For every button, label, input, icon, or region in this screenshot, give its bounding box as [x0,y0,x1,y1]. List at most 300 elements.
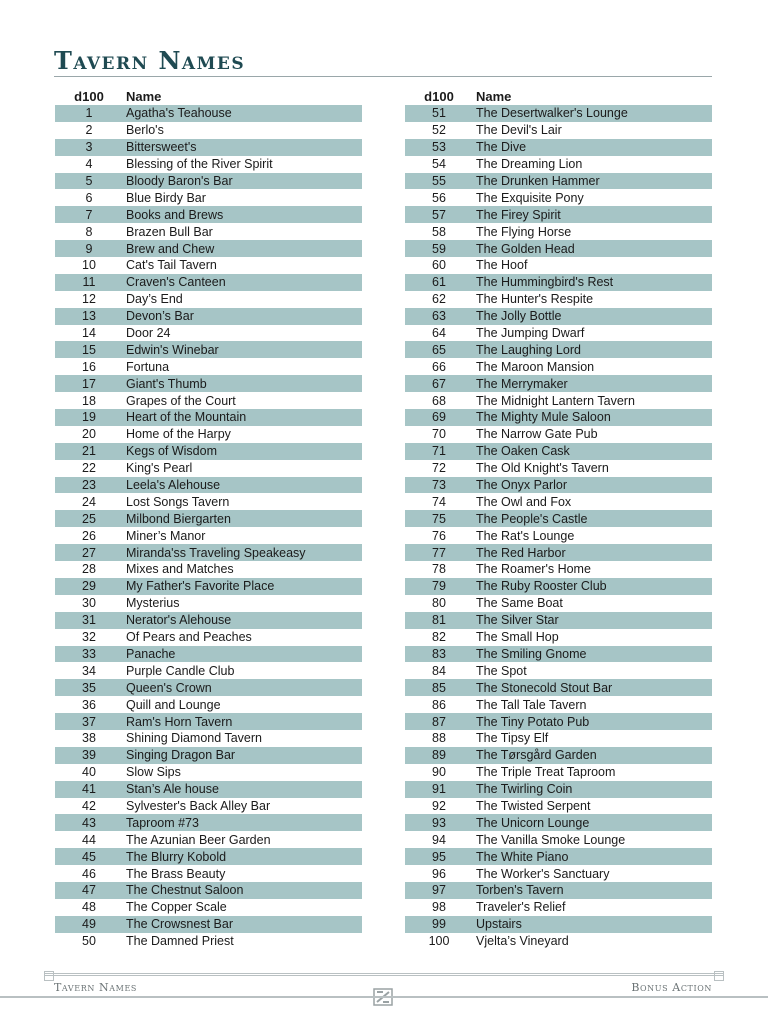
tavern-name: The Worker's Sanctuary [476,866,610,881]
roll-number: 63 [432,309,446,324]
tavern-name: Grapes of the Court [126,393,236,408]
table-row [55,409,362,426]
table-row [405,730,712,747]
table-row [55,341,362,358]
roll-number: 87 [432,714,446,729]
table-body-right [405,105,712,950]
tavern-name: The Jumping Dwarf [476,326,585,341]
tavern-name: The Jolly Bottle [476,309,562,324]
roll-number: 88 [432,731,446,746]
tavern-name: Stan’s Ale house [126,782,219,797]
roll-number: 77 [432,545,446,560]
table-row [55,882,362,899]
tavern-name: The Merrymaker [476,376,568,391]
table-row [405,831,712,848]
tavern-name: Kegs of Wisdom [126,444,218,459]
table-row [405,916,712,933]
roll-number: 37 [82,714,96,729]
tavern-name: The Tørsgård Garden [476,748,597,763]
roll-number: 86 [432,697,446,712]
roll-number: 8 [85,224,93,239]
tavern-name: The Firey Spirit [476,207,561,222]
table-row [405,358,712,375]
tavern-name: The Crowsnest Bar [126,917,233,932]
roll-number: 90 [432,765,446,780]
table-row [405,189,712,206]
tavern-table-right [405,87,712,950]
tavern-name: The Damned Priest [126,934,234,949]
tavern-name: Miner’s Manor [126,528,206,543]
table-row [405,933,712,950]
tavern-name: The Stonecold Stout Bar [476,680,613,695]
table-row [55,460,362,477]
tavern-name: Miranda'ss Traveling Speakeasy [126,545,306,560]
roll-number: 40 [82,765,96,780]
tavern-name: Day’s End [126,292,183,307]
table-row [405,493,712,510]
table-row [55,527,362,544]
roll-number: 13 [82,309,96,324]
table-row [405,105,712,122]
roll-number: 82 [432,630,446,645]
tavern-name: My Father's Favorite Place [126,579,275,594]
roll-number: 1 [85,106,93,121]
tavern-name: The Oaken Cask [476,444,570,459]
table-row [405,240,712,257]
table-row [405,139,712,156]
roll-number: 45 [82,849,96,864]
table-row [405,629,712,646]
table-row [405,662,712,679]
roll-number: 33 [82,646,96,661]
tavern-name: The Golden Head [476,241,575,256]
table-row [55,595,362,612]
tavern-name: Home of the Harpy [126,427,231,442]
table-row [55,510,362,527]
tavern-name: Edwin's Winebar [126,342,219,357]
roll-number: 21 [82,444,96,459]
table-row [405,899,712,916]
table-row [55,798,362,815]
tavern-name: Blue Birdy Bar [126,190,206,205]
table-row [55,325,362,342]
table-row [405,308,712,325]
table-row [55,358,362,375]
roll-number: 18 [82,393,96,408]
table-row [405,798,712,815]
tavern-name: Panache [126,646,176,661]
tavern-name: The Rat's Lounge [476,528,575,543]
tavern-name: Heart of the Mountain [126,410,247,425]
roll-number: 52 [432,123,446,138]
tavern-name: Berlo's [126,123,164,138]
tavern-name: The Old Knight's Tavern [476,461,609,476]
roll-number: 91 [432,782,446,797]
tavern-name: Vjelta’s Vineyard [476,934,569,949]
table-row [405,156,712,173]
tavern-name: The Dreaming Lion [476,157,583,172]
roll-number: 56 [432,190,446,205]
footer-corner-ornament [714,971,724,981]
roll-number: 20 [82,427,96,442]
table-row [405,206,712,223]
table-row [55,899,362,916]
table-row [55,156,362,173]
tavern-name: Books and Brews [126,207,224,222]
roll-number: 43 [82,815,96,830]
roll-number: 85 [432,680,446,695]
tavern-name: Fortuna [126,359,170,374]
table-row [55,308,362,325]
tavern-name: Nerator's Alehouse [126,613,232,628]
roll-number: 58 [432,224,446,239]
table-row [405,274,712,291]
footer-rule-bottom [0,996,768,998]
table-row [405,173,712,190]
tavern-name: The Laughing Lord [476,342,581,357]
table-row [55,173,362,190]
tavern-name: Mysterius [126,596,180,611]
table-row [405,882,712,899]
roll-number: 99 [432,917,446,932]
roll-number: 6 [85,190,93,205]
table-row [405,561,712,578]
tavern-name: The Hummingbird's Rest [476,275,614,290]
roll-number: 66 [432,359,446,374]
tavern-name: The Small Hop [476,630,559,645]
roll-number: 19 [82,410,96,425]
table-row [405,747,712,764]
roll-number: 59 [432,241,446,256]
tavern-name: Craven's Canteen [126,275,226,290]
roll-number: 2 [85,123,93,138]
tavern-name: Of Pears and Peaches [126,630,252,645]
tavern-name: Traveler's Relief [476,900,566,915]
roll-number: 42 [82,798,96,813]
table-row [55,189,362,206]
table-row [55,679,362,696]
tavern-name: Quill and Lounge [126,697,221,712]
tavern-name: Sylvester's Back Alley Bar [126,798,271,813]
roll-number: 27 [82,545,96,560]
table-row [55,865,362,882]
roll-number: 35 [82,680,96,695]
roll-number: 25 [82,511,96,526]
roll-number: 65 [432,342,446,357]
tavern-name: The Twirling Coin [476,782,573,797]
roll-number: 51 [432,106,446,121]
tavern-name: Purple Candle Club [126,663,235,678]
table-row [55,916,362,933]
header-name: Name [126,88,162,104]
tavern-name: The Owl and Fox [476,494,572,509]
table-row [405,510,712,527]
tavern-name: The Maroon Mansion [476,359,595,374]
tavern-name: Taproom #73 [126,815,199,830]
roll-number: 83 [432,646,446,661]
page-title: Tavern Names [54,46,246,75]
table-row [55,612,362,629]
roll-number: 94 [432,832,446,847]
tavern-name: The Hoof [476,258,528,273]
table-row [405,392,712,409]
roll-number: 17 [82,376,96,391]
table-row [55,848,362,865]
tavern-name: The Drunken Hammer [476,174,600,188]
table-row [55,578,362,595]
roll-number: 67 [432,376,446,391]
header-roll: d100 [424,88,454,104]
table-row [55,240,362,257]
table-row [405,865,712,882]
tavern-name: Singing Dragon Bar [126,748,236,763]
roll-number: 61 [432,275,446,290]
roll-number: 28 [82,562,96,577]
table-row [55,646,362,663]
roll-number: 71 [432,444,446,459]
table-row [405,223,712,240]
tavern-name: Blessing of the River Spirit [126,157,273,172]
tavern-name: The Smiling Gnome [476,646,587,661]
roll-number: 16 [82,359,96,374]
tavern-name: Ram's Horn Tavern [126,714,233,729]
tavern-name: Mixes and Matches [126,562,234,577]
tavern-name: Queen's Crown [126,680,212,695]
tavern-name: The Silver Star [476,613,559,628]
tavern-name: The Vanilla Smoke Lounge [476,832,626,847]
tavern-name: Shining Diamond Tavern [126,731,262,746]
tavern-name: The Spot [476,663,527,678]
tavern-name: Bittersweet's [126,140,197,155]
table-row [55,561,362,578]
tavern-name: King's Pearl [126,461,193,476]
tavern-name: The Chestnut Saloon [126,883,244,898]
roll-number: 73 [432,478,446,493]
table-row [405,646,712,663]
tavern-name: The Devil's Lair [476,123,562,138]
header-roll: d100 [74,88,104,104]
tavern-name: Agatha's Teahouse [126,106,232,121]
table-row [405,544,712,561]
tavern-name: The Mighty Mule Saloon [476,410,611,425]
roll-number: 9 [85,241,93,256]
roll-number: 64 [432,326,446,341]
roll-number: 69 [432,410,446,425]
roll-number: 60 [432,258,446,273]
table-row [405,578,712,595]
tavern-name: The Desertwalker's Lounge [476,106,628,121]
roll-number: 39 [82,748,96,763]
roll-number: 97 [432,883,446,898]
table-row [405,443,712,460]
roll-number: 79 [432,579,446,594]
table-header-row [405,87,712,105]
table-row [55,443,362,460]
table-row [405,612,712,629]
footer-section-title: Tavern Names [54,981,137,994]
tavern-name: Torben's Tavern [476,883,564,898]
roll-number: 10 [82,258,96,273]
table-row [405,764,712,781]
table-row [55,257,362,274]
roll-number: 34 [82,663,96,678]
roll-number: 26 [82,528,96,543]
roll-number: 31 [82,613,96,628]
table-row [405,291,712,308]
table-row [55,831,362,848]
table-row [55,764,362,781]
header-name: Name [476,88,512,104]
table-row [405,460,712,477]
tavern-name: The Tiny Potato Pub [476,714,590,729]
tavern-name: The Roamer's Home [476,562,591,577]
table-row [405,595,712,612]
roll-number: 96 [432,866,446,881]
tavern-name: Slow Sips [126,765,181,780]
roll-number: 12 [82,292,96,307]
roll-number: 89 [432,748,446,763]
tavern-name: The Narrow Gate Pub [476,427,598,442]
roll-number: 95 [432,849,446,864]
roll-number: 48 [82,900,96,915]
tavern-name: The People's Castle [476,511,588,526]
table-row [405,375,712,392]
tavern-name: The Hunter's Respite [476,292,594,307]
roll-number: 22 [82,461,96,476]
tavern-name: The Unicorn Lounge [476,815,590,830]
roll-number: 3 [85,140,93,155]
table-row [405,426,712,443]
footer-publisher: Bonus Action [631,981,712,994]
table-row [55,426,362,443]
table-row [55,696,362,713]
roll-number: 29 [82,579,96,594]
table-header-row [55,87,362,105]
table-row [405,814,712,831]
roll-number: 30 [82,596,96,611]
footer-rule-top [44,973,724,976]
tavern-name: The Blurry Kobold [126,849,227,864]
table-row [55,747,362,764]
table-body-left [55,105,362,950]
table-row [55,933,362,950]
tavern-name: Milbond Biergarten [126,511,231,526]
table-row [55,206,362,223]
tavern-name: The Triple Treat Taproom [476,765,616,780]
table-row [55,105,362,122]
tavern-name: Devon’s Bar [126,309,194,324]
roll-number: 92 [432,798,446,813]
table-row [55,139,362,156]
roll-number: 44 [82,832,96,847]
title-rule [54,76,712,77]
tavern-name: The Copper Scale [126,900,227,915]
roll-number: 38 [82,731,96,746]
roll-number: 84 [432,663,446,678]
tavern-name: The Red Harbor [476,545,566,560]
table-row [405,781,712,798]
roll-number: 74 [432,494,446,509]
table-row [405,325,712,342]
table-row [55,392,362,409]
table-row [55,544,362,561]
roll-number: 81 [432,613,446,628]
roll-number: 75 [432,511,446,526]
roll-number: 49 [82,917,96,932]
roll-number: 41 [82,782,96,797]
tavern-name: The Flying Horse [476,224,572,239]
tavern-name: The Midnight Lantern Tavern [476,393,635,408]
roll-number: 14 [82,326,96,341]
roll-number: 68 [432,393,446,408]
table-row [405,679,712,696]
table-row [55,781,362,798]
tavern-name: The Same Boat [476,596,563,611]
tavern-name: Lost Songs Tavern [126,494,230,509]
table-row [405,257,712,274]
table-row [55,814,362,831]
roll-number: 72 [432,461,446,476]
roll-number: 46 [82,866,96,881]
roll-number: 53 [432,140,446,155]
roll-number: 78 [432,562,446,577]
table-row [55,274,362,291]
roll-number: 54 [432,157,446,172]
table-row [405,848,712,865]
table-row [55,713,362,730]
footer-corner-ornament [44,971,54,981]
roll-number: 93 [432,815,446,830]
tavern-name: The Dive [476,140,527,155]
table-row [55,493,362,510]
tavern-name: The Brass Beauty [126,866,226,881]
roll-number: 80 [432,596,446,611]
tavern-name: The Azunian Beer Garden [126,832,271,847]
roll-number: 62 [432,292,446,307]
table-row [405,122,712,139]
table-row [55,662,362,679]
roll-number: 70 [432,427,446,442]
roll-number: 100 [428,934,450,949]
roll-number: 32 [82,630,96,645]
table-row [405,477,712,494]
roll-number: 57 [432,207,446,222]
tavern-name: Door 24 [126,326,171,341]
roll-number: 11 [82,275,96,290]
roll-number: 76 [432,528,446,543]
table-row [55,477,362,494]
table-row [405,341,712,358]
tavern-name: The Tipsy Elf [476,731,549,746]
table-row [55,291,362,308]
tavern-name: The White Piano [476,849,569,864]
roll-number: 23 [82,478,96,493]
tavern-name: Brew and Chew [126,241,215,256]
roll-number: 47 [82,883,96,898]
tavern-name: The Onyx Parlor [476,478,568,493]
tavern-name: Brazen Bull Bar [126,224,213,239]
table-row [55,629,362,646]
tavern-name: Bloody Baron's Bar [126,174,233,188]
roll-number: 24 [82,494,96,509]
tavern-table-left [55,87,362,950]
table-row [405,409,712,426]
roll-number: 5 [85,174,93,188]
roll-number: 50 [82,934,96,949]
table-row [405,696,712,713]
tavern-name: The Ruby Rooster Club [476,579,607,594]
tavern-name: Upstairs [476,917,522,932]
